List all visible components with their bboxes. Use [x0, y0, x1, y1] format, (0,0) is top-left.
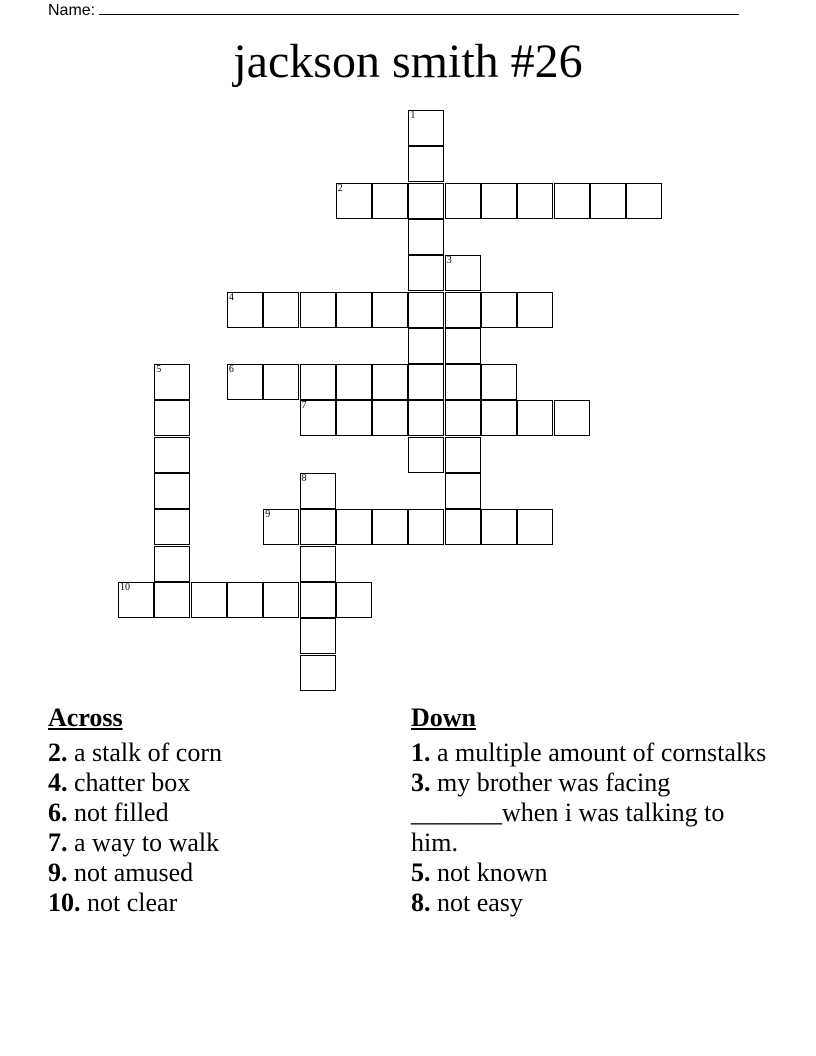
crossword-cell[interactable] — [445, 473, 481, 509]
clue-item-number: 4. — [48, 768, 68, 797]
crossword-cell[interactable] — [227, 292, 263, 328]
clue-item-number: 8. — [411, 888, 431, 917]
name-field — [48, 0, 739, 20]
clue-item-number: 6. — [48, 798, 68, 827]
crossword-cell[interactable] — [445, 509, 481, 545]
crossword-cell[interactable] — [300, 582, 336, 618]
clue-number: 2 — [337, 182, 343, 194]
crossword-cell[interactable] — [336, 292, 372, 328]
clue-item-text: not amused — [74, 858, 194, 887]
crossword-cell[interactable] — [445, 183, 481, 219]
crossword-cell[interactable] — [445, 328, 481, 364]
clue-number: 5 — [156, 364, 162, 376]
crossword-cell[interactable] — [372, 364, 408, 400]
crossword-cell[interactable] — [372, 509, 408, 545]
crossword-cell[interactable] — [336, 400, 372, 436]
crossword-cell[interactable] — [517, 292, 553, 328]
clue-number: 9 — [265, 509, 271, 521]
clue-item-number: 2. — [48, 738, 68, 767]
across-clues — [48, 702, 378, 918]
page-title: jackson smith #26 — [233, 35, 583, 88]
crossword-cell[interactable] — [445, 255, 481, 291]
clue-item-text: my brother was facing _______when i was talking to him. — [411, 768, 725, 857]
crossword-cell[interactable] — [408, 437, 444, 473]
crossword-cell[interactable] — [554, 400, 590, 436]
clue-item-text: a way to walk — [74, 828, 220, 857]
crossword-cell[interactable] — [408, 183, 444, 219]
clue-number: 6 — [228, 364, 234, 376]
crossword-cell[interactable] — [372, 292, 408, 328]
clue-number: 3 — [446, 255, 452, 267]
clue-item — [48, 888, 378, 918]
crossword-cell[interactable] — [191, 582, 227, 618]
crossword-cell[interactable] — [481, 183, 517, 219]
clue-item-number: 5. — [411, 858, 431, 887]
crossword-cell[interactable] — [445, 292, 481, 328]
crossword-cell[interactable] — [481, 364, 517, 400]
crossword-cell[interactable] — [154, 364, 190, 400]
crossword-cell[interactable] — [300, 655, 336, 691]
clue-number: 7 — [301, 400, 307, 412]
crossword-cell[interactable] — [408, 509, 444, 545]
crossword-cell[interactable] — [408, 400, 444, 436]
crossword-cell[interactable] — [300, 509, 336, 545]
clue-item-number: 3. — [411, 768, 431, 797]
clue-item — [411, 768, 771, 858]
crossword-cell[interactable] — [554, 183, 590, 219]
clue-number: 8 — [301, 473, 307, 484]
crossword-cell[interactable] — [118, 582, 154, 618]
clue-item — [48, 768, 378, 798]
name-label: Name: — [48, 2, 96, 19]
across-heading: Across — [48, 703, 123, 732]
crossword-cell[interactable] — [300, 473, 336, 509]
clue-item — [48, 828, 378, 858]
crossword-cell[interactable] — [336, 509, 372, 545]
crossword-cell[interactable] — [154, 473, 190, 509]
crossword-cell[interactable] — [300, 546, 336, 582]
down-clues — [411, 702, 771, 918]
clue-item-text: not filled — [74, 798, 169, 827]
crossword-cell[interactable] — [263, 582, 299, 618]
crossword-cell[interactable] — [154, 509, 190, 545]
down-heading: Down — [411, 703, 477, 732]
clue-item — [48, 798, 378, 828]
crossword-cell[interactable] — [517, 183, 553, 219]
crossword-cell[interactable] — [481, 509, 517, 545]
crossword-cell[interactable] — [263, 292, 299, 328]
clue-item-text: a stalk of corn — [74, 738, 223, 767]
crossword-cell[interactable] — [336, 364, 372, 400]
crossword-cell[interactable] — [408, 292, 444, 328]
crossword-cell[interactable] — [154, 582, 190, 618]
crossword-cell[interactable] — [227, 582, 263, 618]
clue-item — [48, 738, 378, 768]
clue-number: 10 — [120, 581, 130, 593]
across-clue-list — [48, 738, 378, 918]
crossword-cell[interactable] — [336, 582, 372, 618]
crossword-cell[interactable] — [227, 364, 263, 400]
crossword-cell[interactable] — [154, 400, 190, 436]
crossword-cell[interactable] — [263, 509, 299, 545]
clue-item-text: a multiple amount of cornstalks — [437, 738, 767, 767]
clue-item — [411, 858, 771, 888]
clue-item — [48, 858, 378, 888]
crossword-cell[interactable] — [154, 546, 190, 582]
crossword-cell[interactable] — [445, 364, 481, 400]
clue-item-number: 10. — [48, 888, 81, 917]
crossword-cell[interactable] — [408, 255, 444, 291]
crossword-cell[interactable] — [445, 437, 481, 473]
crossword-cell[interactable] — [300, 292, 336, 328]
clue-item-text: chatter box — [74, 768, 191, 797]
clue-item-number: 9. — [48, 858, 68, 887]
crossword-cell[interactable] — [408, 110, 444, 146]
crossword-cell[interactable] — [481, 400, 517, 436]
clue-item-text: not easy — [437, 888, 523, 917]
clue-item — [411, 738, 771, 768]
down-clue-list — [411, 738, 771, 918]
crossword-cell[interactable] — [154, 437, 190, 473]
clue-item-number: 1. — [411, 738, 431, 767]
crossword-cell[interactable] — [372, 183, 408, 219]
crossword-cell[interactable] — [300, 618, 336, 654]
crossword-cell[interactable] — [408, 364, 444, 400]
crossword-cell[interactable] — [626, 183, 662, 219]
crossword-cell[interactable] — [263, 364, 299, 400]
crossword-cell[interactable] — [408, 219, 444, 255]
clue-item — [411, 888, 771, 918]
clue-item-text: not clear — [87, 888, 178, 917]
crossword-cell[interactable] — [408, 328, 444, 364]
crossword-cell[interactable] — [372, 400, 408, 436]
crossword-cell[interactable] — [408, 146, 444, 182]
crossword-cell[interactable] — [590, 183, 626, 219]
clue-number: 1 — [410, 110, 416, 121]
crossword-cell[interactable] — [481, 292, 517, 328]
crossword-cell[interactable] — [445, 400, 481, 436]
name-blank-line[interactable] — [99, 0, 739, 15]
crossword-cell[interactable] — [300, 364, 336, 400]
clue-item-text: not known — [437, 858, 548, 887]
crossword-cell[interactable] — [517, 400, 553, 436]
clue-number: 4 — [228, 291, 234, 303]
crossword-cell[interactable] — [300, 400, 336, 436]
crossword-cell[interactable] — [336, 183, 372, 219]
crossword-cell[interactable] — [517, 509, 553, 545]
clue-item-number: 7. — [48, 828, 68, 857]
